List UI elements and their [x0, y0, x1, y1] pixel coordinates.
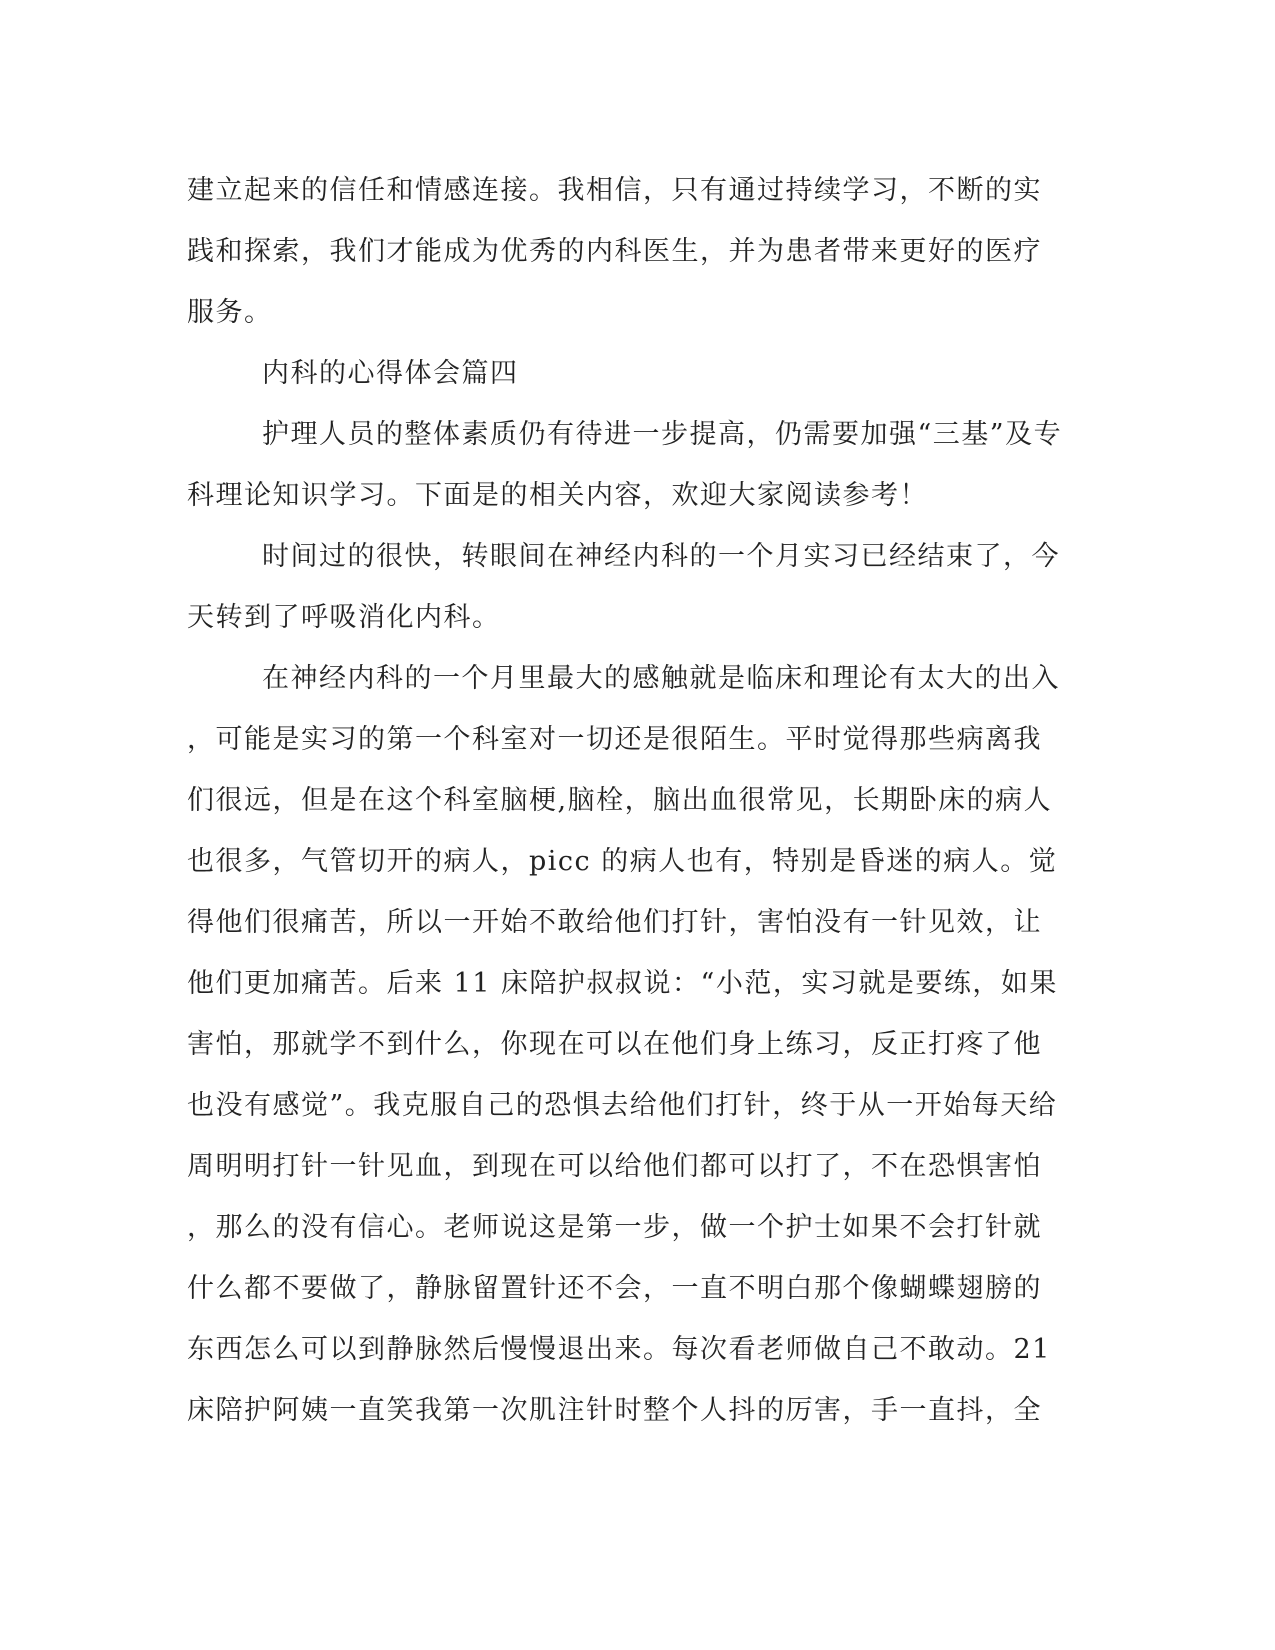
- text-line: 东西怎么可以到静脉然后慢慢退出来。每次看老师做自己不敢动。21: [187, 1334, 1051, 1365]
- text-line: 科理论知识学习。下面是的相关内容，欢迎大家阅读参考！: [187, 480, 928, 511]
- text-line: ，那么的没有信心。老师说这是第一步，做一个护士如果不会打针就: [187, 1212, 1042, 1243]
- text-line: 时间过的很快，转眼间在神经内科的一个月实习已经结束了，今: [262, 541, 1060, 572]
- text-line: 服务。: [187, 297, 273, 328]
- section-heading: 内科的心得体会篇四: [262, 358, 519, 389]
- text-line: 床陪护阿姨一直笑我第一次肌注针时整个人抖的厉害，手一直抖，全: [187, 1395, 1042, 1426]
- text-line: 护理人员的整体素质仍有待进一步提高，仍需要加强“三基”及专: [262, 419, 1063, 450]
- text-line: 践和探索，我们才能成为优秀的内科医生，并为患者带来更好的医疗: [187, 236, 1042, 267]
- text-line: 建立起来的信任和情感连接。我相信，只有通过持续学习，不断的实: [187, 175, 1042, 206]
- text-line: 害怕，那就学不到什么，你现在可以在他们身上练习，反正打疼了他: [187, 1029, 1042, 1060]
- text-line: 周明明打针一针见血，到现在可以给他们都可以打了，不在恐惧害怕: [187, 1151, 1042, 1182]
- document-body: [187, 160, 1063, 1441]
- text-line: 们很远，但是在这个科室脑梗,脑栓，脑出血很常见，长期卧床的病人: [187, 785, 1053, 816]
- text-line: 在神经内科的一个月里最大的感触就是临床和理论有太大的出入: [262, 663, 1060, 694]
- text-line: 也没有感觉”。我克服自己的恐惧去给他们打针，终于从一开始每天给: [187, 1090, 1058, 1121]
- text-line: 也很多，气管切开的病人，picc 的病人也有，特别是昏迷的病人。觉: [187, 846, 1058, 877]
- text-line: 什么都不要做了，静脉留置针还不会，一直不明白那个像蝴蝶翅膀的: [187, 1273, 1042, 1304]
- text-line: 天转到了呼吸消化内科。: [187, 602, 501, 633]
- text-line: 他们更加痛苦。后来 11 床陪护叔叔说：“小范，实习就是要练，如果: [187, 968, 1058, 999]
- text-line: 得他们很痛苦，所以一开始不敢给他们打针，害怕没有一针见效，让: [187, 907, 1042, 938]
- text-line: ，可能是实习的第一个科室对一切还是很陌生。平时觉得那些病离我: [187, 724, 1042, 755]
